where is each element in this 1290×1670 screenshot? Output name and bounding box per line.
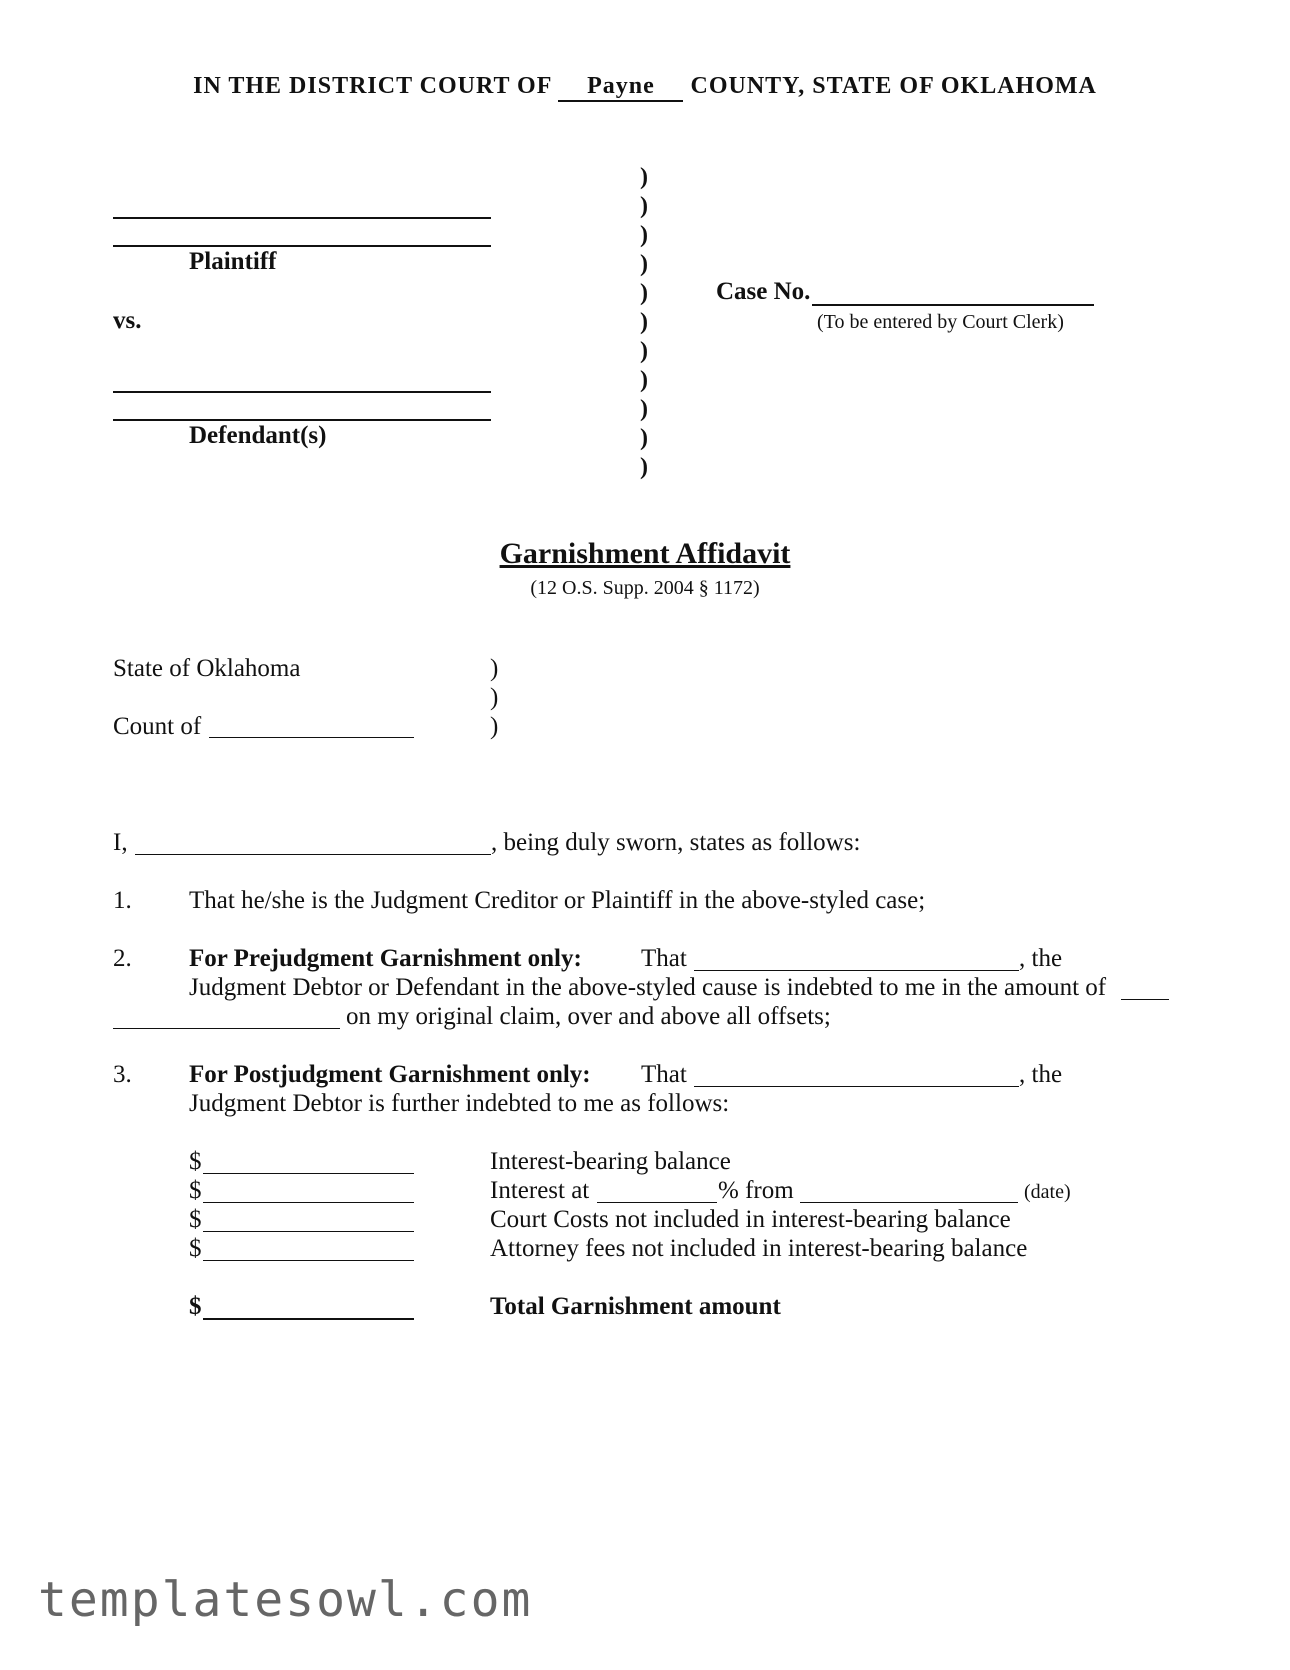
- case-no-label: Case No.: [716, 278, 811, 305]
- interest-bearing-balance-label: Interest-bearing balance: [490, 1148, 731, 1175]
- venue-paren: ): [490, 655, 499, 682]
- item-2-that: That: [641, 945, 687, 972]
- venue-county-field[interactable]: [209, 737, 414, 738]
- venue-paren: ): [490, 713, 499, 740]
- caption-paren: ): [640, 164, 648, 190]
- caption-paren: ): [640, 396, 648, 422]
- total-garnishment-label: Total Garnishment amount: [490, 1293, 781, 1320]
- interest-bearing-balance-field[interactable]: [203, 1173, 414, 1174]
- caption-paren: ): [640, 309, 648, 335]
- item-2-number: 2.: [113, 945, 132, 972]
- interest-date-field[interactable]: [800, 1202, 1018, 1203]
- caption-paren: ): [640, 251, 648, 277]
- intro-suffix: , being duly sworn, states as follows:: [491, 829, 861, 856]
- statute-citation: (12 O.S. Supp. 2004 § 1172): [530, 577, 760, 599]
- case-no-note: (To be entered by Court Clerk): [817, 311, 1064, 333]
- attorney-fees-label: Attorney fees not included in interest-bearing balance: [490, 1235, 1028, 1262]
- interest-amount-field[interactable]: [203, 1202, 414, 1203]
- venue-paren: ): [490, 684, 499, 711]
- currency-sign: $: [189, 1235, 202, 1262]
- site-watermark: templatesowl.com: [38, 1572, 533, 1628]
- item-2-line-2: Judgment Debtor or Defendant in the above-styled cause is indebted to me in the amount of: [189, 974, 1107, 1001]
- prejudgment-amount-field[interactable]: [113, 1028, 340, 1029]
- caption-paren: ): [640, 367, 648, 393]
- plaintiff-line-1[interactable]: [113, 217, 491, 219]
- interest-from-label: % from: [718, 1177, 794, 1204]
- prejudgment-debtor-field[interactable]: [694, 970, 1019, 971]
- attorney-fees-field[interactable]: [203, 1260, 414, 1261]
- court-costs-label: Court Costs not included in interest-bearing balance: [490, 1206, 1011, 1233]
- currency-sign: $: [189, 1293, 202, 1320]
- item-3-number: 3.: [113, 1061, 132, 1088]
- interest-rate-label: Interest at: [490, 1177, 590, 1204]
- item-1-number: 1.: [113, 887, 132, 914]
- intro-prefix: I,: [113, 829, 128, 856]
- case-no-field[interactable]: [812, 304, 1094, 306]
- item-2-line-3: on my original claim, over and above all offsets;: [346, 1003, 831, 1030]
- item-3-the: , the: [1019, 1061, 1063, 1088]
- item-1-text: That he/she is the Judgment Creditor or Plaintiff in the above-styled case;: [189, 887, 926, 914]
- currency-sign: $: [189, 1206, 202, 1233]
- item-3-that: That: [641, 1061, 687, 1088]
- date-note: (date): [1024, 1181, 1071, 1203]
- caption-paren: ): [640, 338, 648, 364]
- document-title: Garnishment Affidavit: [499, 537, 791, 570]
- defendant-label: Defendant(s): [189, 422, 327, 449]
- item-2-heading: For Prejudgment Garnishment only:: [189, 945, 582, 972]
- item-3-line-2: Judgment Debtor is further indebted to me as follows:: [189, 1090, 730, 1117]
- caption-paren: ): [640, 454, 648, 480]
- postjudgment-debtor-field[interactable]: [694, 1086, 1019, 1087]
- court-costs-field[interactable]: [203, 1231, 414, 1232]
- caption-paren: ): [640, 280, 648, 306]
- interest-rate-field[interactable]: [597, 1202, 717, 1203]
- header-prefix: IN THE DISTRICT COURT OF: [193, 73, 552, 99]
- court-header: [0, 73, 1290, 102]
- county-field[interactable]: Payne: [558, 73, 683, 102]
- venue-state-label: State of Oklahoma: [113, 655, 301, 682]
- vs-label: vs.: [113, 307, 142, 334]
- header-suffix: COUNTY, STATE OF OKLAHOMA: [690, 73, 1097, 99]
- defendant-line-2[interactable]: [113, 419, 491, 421]
- caption-paren: ): [640, 193, 648, 219]
- defendant-line-1[interactable]: [113, 391, 491, 393]
- venue-county-label: Count of: [113, 713, 202, 740]
- prejudgment-amount-field-start[interactable]: [1121, 999, 1169, 1000]
- item-2-the: , the: [1019, 945, 1063, 972]
- caption-paren: ): [640, 425, 648, 451]
- affiant-name-field[interactable]: [135, 854, 491, 855]
- plaintiff-line-2[interactable]: [113, 245, 491, 247]
- caption-paren: ): [640, 222, 648, 248]
- total-garnishment-field[interactable]: [203, 1318, 414, 1320]
- item-3-heading: For Postjudgment Garnishment only:: [189, 1061, 591, 1088]
- currency-sign: $: [189, 1148, 202, 1175]
- plaintiff-label: Plaintiff: [189, 248, 277, 275]
- currency-sign: $: [189, 1177, 202, 1204]
